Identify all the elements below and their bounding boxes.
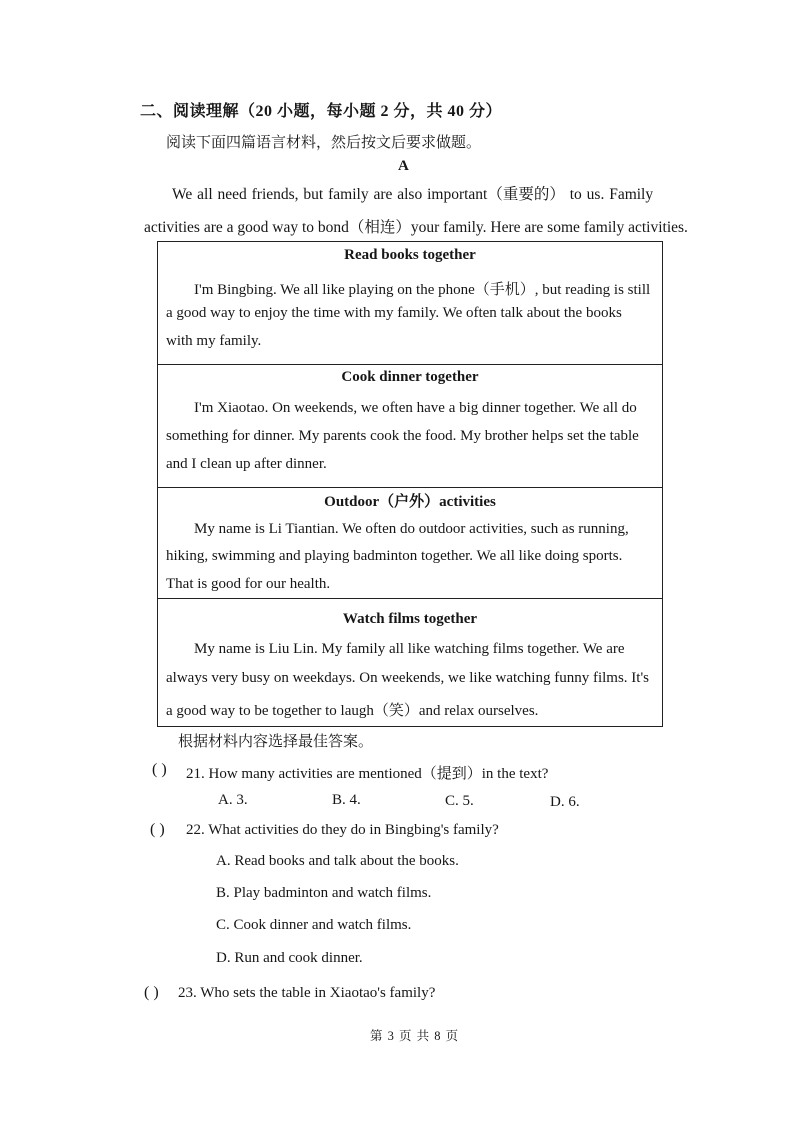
passage-intro-line: activities are a good way to bond（相连）your family. Here are some family activities. bbox=[144, 219, 688, 236]
answer-option[interactable]: A. 3. bbox=[218, 792, 248, 808]
question-text: 21. How many activities are mentioned（提到）in the text? bbox=[186, 766, 549, 782]
section-heading: 二、阅读理解（20 小题，每小题 2 分，共 40 分） bbox=[140, 103, 503, 120]
answer-option[interactable]: C. 5. bbox=[445, 793, 474, 809]
question-text: 23. Who sets the table in Xiaotao's family? bbox=[178, 985, 436, 1001]
table-divider bbox=[158, 598, 662, 599]
card-text-line: My name is Liu Lin. My family all like watching films together. We are bbox=[194, 641, 625, 657]
answer-blank[interactable]: ( ) bbox=[152, 761, 167, 778]
answer-option[interactable]: C. Cook dinner and watch films. bbox=[216, 917, 412, 933]
card-title: Outdoor（户外）activities bbox=[324, 494, 496, 510]
table-divider bbox=[158, 364, 662, 365]
answer-option[interactable]: D. 6. bbox=[550, 794, 580, 810]
table-divider bbox=[158, 487, 662, 488]
card-text-line: something for dinner. My parents cook the food. My brother helps set the table bbox=[166, 428, 639, 444]
card-text-line: with my family. bbox=[166, 333, 262, 349]
answer-option[interactable]: D. Run and cook dinner. bbox=[216, 950, 363, 966]
card-text-line: My name is Li Tiantian. We often do outdoor activities, such as running, bbox=[194, 521, 629, 537]
question-text: 22. What activities do they do in Bingbing's family? bbox=[186, 822, 499, 838]
card-text-line: a good way to be together to laugh（笑）and relax ourselves. bbox=[166, 703, 539, 719]
card-text-line: I'm Xiaotao. On weekends, we often have a big dinner together. We all do bbox=[194, 400, 637, 416]
passage-label: A bbox=[398, 158, 409, 174]
question-instruction: 根据材料内容选择最佳答案。 bbox=[178, 734, 374, 750]
section-instruction: 阅读下面四篇语言材料，然后按文后要求做题。 bbox=[166, 135, 482, 151]
card-title: Read books together bbox=[344, 247, 476, 263]
answer-option[interactable]: B. 4. bbox=[332, 792, 361, 808]
card-text-line: That is good for our health. bbox=[166, 576, 331, 592]
card-title: Cook dinner together bbox=[341, 369, 479, 385]
answer-option[interactable]: A. Read books and talk about the books. bbox=[216, 853, 459, 869]
card-text-line: and I clean up after dinner. bbox=[166, 456, 327, 472]
passage-intro-line: We all need friends, but family are also important（重要的） to us. Family bbox=[172, 186, 654, 203]
card-text-line: I'm Bingbing. We all like playing on the phone（手机）, but reading is still bbox=[194, 282, 651, 298]
answer-blank[interactable]: ( ) bbox=[150, 821, 165, 838]
card-title: Watch films together bbox=[342, 611, 478, 627]
card-text-line: hiking, swimming and playing badminton together. We all like doing sports. bbox=[166, 548, 623, 564]
page-number: 第 3 页 共 8 页 bbox=[370, 1029, 460, 1043]
activities-table bbox=[157, 241, 663, 727]
answer-blank[interactable]: ( ) bbox=[144, 984, 159, 1001]
card-text-line: always very busy on weekdays. On weekends, we like watching funny films. It's bbox=[166, 670, 650, 686]
card-text-line: a good way to enjoy the time with my family. We often talk about the books bbox=[166, 305, 622, 321]
answer-option[interactable]: B. Play badminton and watch films. bbox=[216, 885, 432, 901]
